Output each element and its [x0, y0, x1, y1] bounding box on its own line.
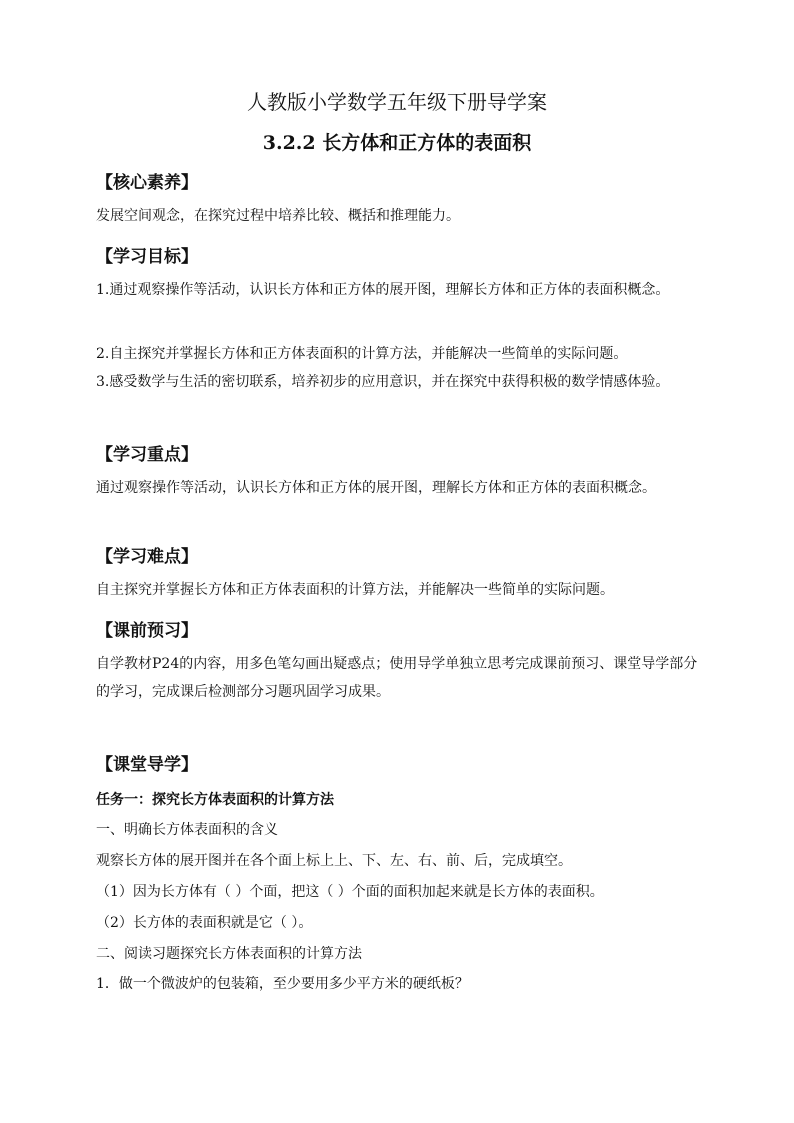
observe-instruction: 观察长方体的展开图并在各个面上标上上、下、左、右、前、后，完成填空。 [96, 853, 572, 869]
lesson-title: 3.2.2 长方体和正方体的表面积 [262, 132, 532, 154]
key-point-text: 通过观察操作等活动，认识长方体和正方体的展开图，理解长方体和正方体的表面积概念。 [96, 480, 656, 496]
preview-text: 自学教材P24的内容，用多色笔勾画出疑惑点；使用导学单独立思考完成课前预习、课堂导学部分的学习，完成课后检测部分习题巩固学习成果。 [96, 656, 698, 700]
heading-difficulty: 【学习难点】 [96, 547, 198, 567]
part-1-title: 一、明确长方体表面积的含义 [96, 822, 278, 838]
fill-question-1: （1）因为长方体有（ ）个面，把这（ ）个面的面积加起来就是长方体的表面积。 [96, 884, 604, 900]
heading-classroom: 【课堂导学】 [96, 755, 198, 775]
difficulty-text: 自主探究并掌握长方体和正方体表面积的计算方法，并能解决一些简单的实际问题。 [96, 582, 614, 598]
goal-1: 1.通过观察操作等活动，认识长方体和正方体的展开图，理解长方体和正方体的表面积概念。 [96, 282, 670, 298]
goal-3: 3.感受数学与生活的密切联系，培养初步的应用意识，并在探究中获得积极的数学情感体验。 [96, 374, 670, 390]
exercise-1: 1．做一个微波炉的包装箱，至少要用多少平方米的硬纸板？ [96, 976, 469, 992]
core-literacy-text: 发展空间观念，在探究过程中培养比较、概括和推理能力。 [96, 208, 460, 224]
heading-learning-goals: 【学习目标】 [96, 247, 198, 267]
heading-preview: 【课前预习】 [96, 621, 198, 641]
heading-core-literacy: 【核心素养】 [96, 173, 198, 193]
heading-key-point: 【学习重点】 [96, 445, 198, 465]
goal-2: 2.自主探究并掌握长方体和正方体表面积的计算方法，并能解决一些简单的实际问题。 [96, 346, 628, 362]
task-1-title: 任务一：探究长方体表面积的计算方法 [96, 792, 334, 808]
document-title: 人教版小学数学五年级下册导学案 [247, 90, 547, 114]
part-2-title: 二、阅读习题探究长方体表面积的计算方法 [96, 946, 362, 962]
fill-question-2: （2）长方体的表面积就是它（ ）。 [96, 915, 313, 931]
